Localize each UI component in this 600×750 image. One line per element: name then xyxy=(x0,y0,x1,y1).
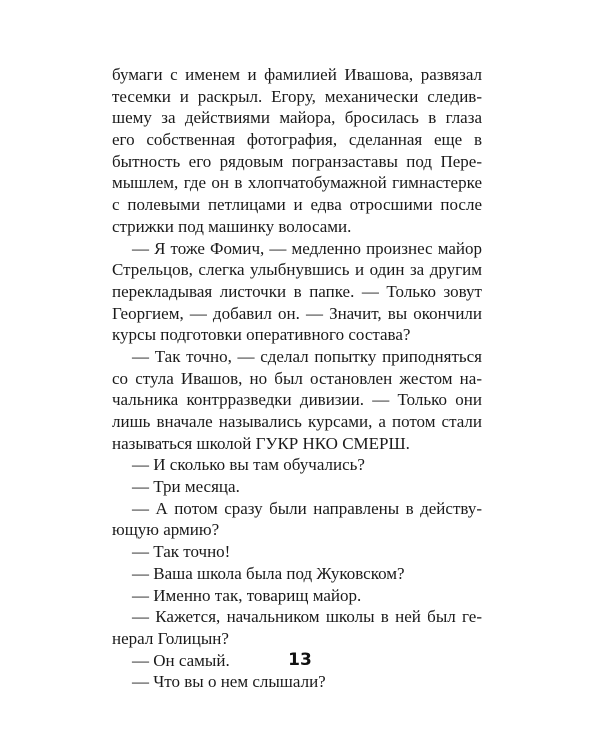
text-line: стрижки под машинку волосами. xyxy=(112,216,352,236)
text-line: — Он самый. xyxy=(132,650,230,670)
paragraph xyxy=(112,671,482,693)
page-number: 13 xyxy=(288,650,312,670)
text-line: — Я тоже Фомич, — медленно произнес майор xyxy=(132,238,482,258)
text-line: — А потом сразу были направлены в действу- xyxy=(132,498,482,518)
paragraph xyxy=(112,476,482,498)
text-line: — И сколько вы там обучались? xyxy=(132,455,365,475)
text-line: лишь вначале назывались курсами, а потом стали xyxy=(112,412,482,431)
text-line: — Так точно! xyxy=(132,542,231,562)
text-line: — Три месяца. xyxy=(132,477,240,497)
paragraph xyxy=(112,454,482,476)
text-line: бытность его рядовым погранзаставы под Пере- xyxy=(112,151,482,171)
book-page-text xyxy=(112,64,482,693)
paragraph xyxy=(112,606,482,649)
paragraph xyxy=(112,541,482,563)
paragraph xyxy=(112,64,482,238)
text-line: называться школой ГУКР НКО СМЕРШ. xyxy=(112,433,410,453)
paragraph xyxy=(112,585,482,607)
text-line: чальника контрразведки дивизии. — Только они xyxy=(112,390,482,410)
text-line: со стула Ивашов, но был остановлен жестом на- xyxy=(112,368,482,388)
paragraph xyxy=(112,498,482,541)
paragraph xyxy=(112,563,482,585)
text-line: бумаги с именем и фамилией Ивашова, развязал xyxy=(112,65,482,84)
text-line: Стрельцов, слегка улыбнувшись и один за другим xyxy=(112,260,482,280)
text-line: его собственная фотография, сделанная еще в xyxy=(112,130,482,150)
text-line: — Так точно, — сделал попытку приподняться xyxy=(132,346,482,366)
text-line: шему за действиями майора, бросилась в глаза xyxy=(112,108,482,128)
text-line: — Именно так, товарищ майор. xyxy=(132,585,362,605)
text-line: Георгием, — добавил он. — Значит, вы окончили xyxy=(112,303,482,323)
text-line: мышлем, где он в хлопчатобумажной гимнастерке xyxy=(112,173,482,193)
text-line: перекладывая листочки в папке. — Только зовут xyxy=(112,281,482,301)
paragraph xyxy=(112,346,482,454)
text-line: ющую армию? xyxy=(112,520,220,540)
text-line: — Кажется, начальником школы в ней был ге- xyxy=(132,607,482,627)
text-line: тесемки и раскрыл. Егору, механически следив- xyxy=(112,86,482,106)
text-line: курсы подготовки оперативного состава? xyxy=(112,325,411,345)
text-line: с полевыми петлицами и едва отросшими после xyxy=(112,195,482,215)
text-line: — Что вы о нем слышали? xyxy=(132,672,326,692)
text-line: — Ваша школа была под Жуковском? xyxy=(132,563,405,583)
paragraph xyxy=(112,238,482,346)
text-line: нерал Голицын? xyxy=(112,628,229,648)
